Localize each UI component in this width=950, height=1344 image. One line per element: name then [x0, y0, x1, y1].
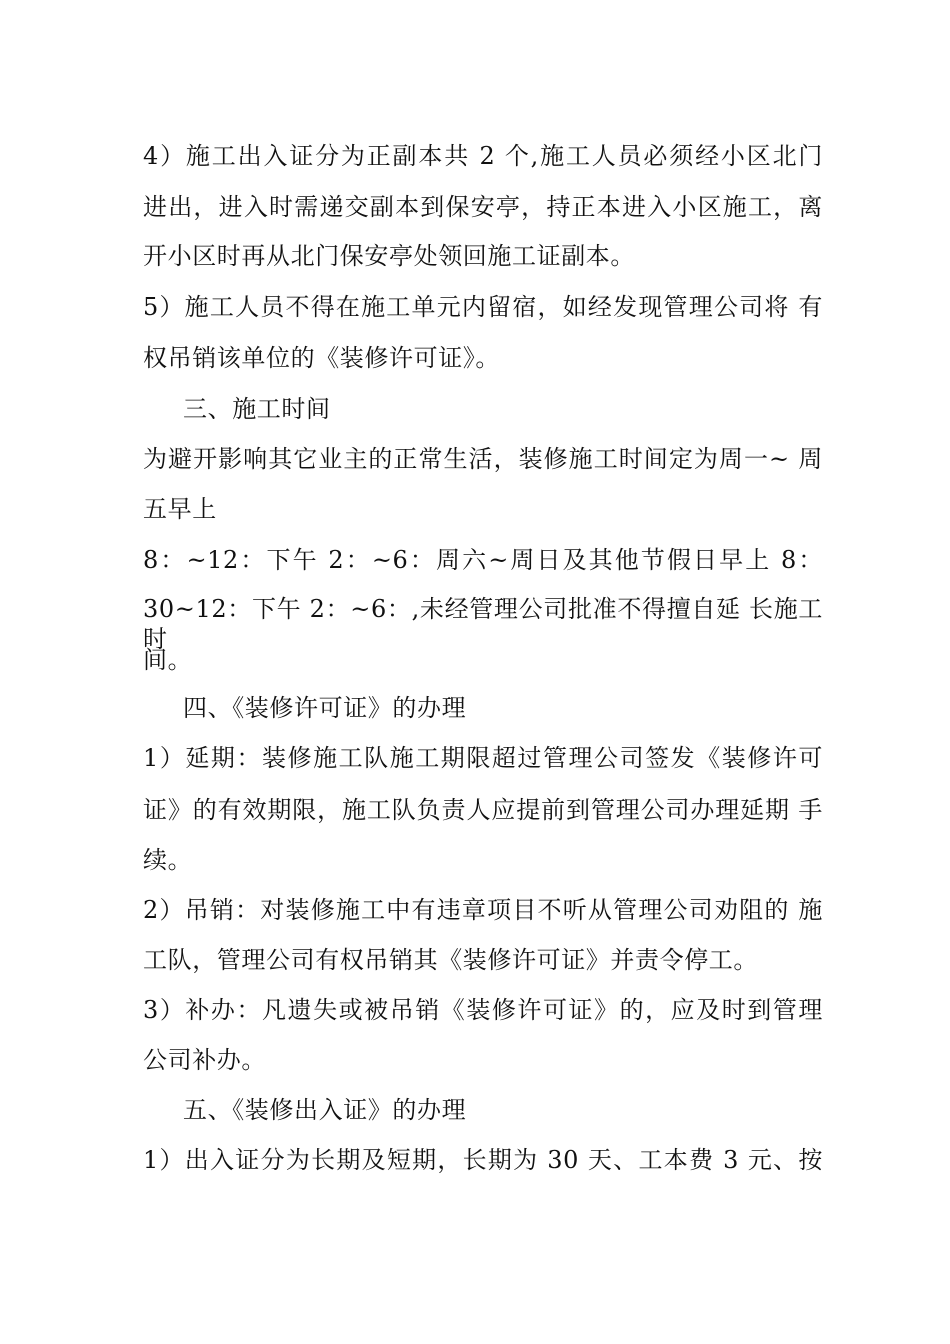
- paragraph-line: 五早上: [143, 495, 217, 523]
- section-heading: 五、《装修出入证》的办理: [183, 1096, 467, 1124]
- paragraph-line: 工队，管理公司有权吊销其《装修许可证》并责令停工。: [143, 946, 758, 974]
- paragraph-line: 8：~12：下午 2：~6：周六~周日及其他节假日早上 8：: [143, 546, 823, 574]
- paragraph-line: 1）出入证分为长期及短期，长期为 30 天、工本费 3 元、按: [143, 1146, 823, 1174]
- paragraph-line: 30~12：下午 2：~6：,未经管理公司批准不得擅自延 长施工时: [143, 595, 823, 653]
- paragraph-line: 权吊销该单位的《装修许可证》。: [143, 344, 500, 372]
- paragraph-line: 4）施工出入证分为正副本共 2 个,施工人员必须经小区北门: [143, 142, 823, 170]
- paragraph-line: 1）延期：装修施工队施工期限超过管理公司签发《装修许可: [143, 744, 823, 772]
- paragraph-line: 证》的有效期限，施工队负责人应提前到管理公司办理延期 手: [143, 796, 823, 824]
- paragraph-line: 3）补办：凡遗失或被吊销《装修许可证》的，应及时到管理: [143, 996, 823, 1024]
- paragraph-line: 为避开影响其它业主的正常生活，装修施工时间定为周一~ 周: [143, 445, 823, 473]
- paragraph-line: 续。: [143, 846, 193, 874]
- paragraph-line: 公司补办。: [143, 1046, 266, 1074]
- paragraph-line: 开小区时再从北门保安亭处领回施工证副本。: [143, 242, 635, 270]
- paragraph-line: 2）吊销：对装修施工中有违章项目不听从管理公司劝阻的 施: [143, 896, 823, 924]
- paragraph-line: 间。: [143, 646, 193, 674]
- paragraph-line: 进出，进入时需递交副本到保安亭，持正本进入小区施工，离: [143, 193, 823, 221]
- section-heading: 三、施工时间: [183, 395, 331, 423]
- paragraph-line: 5）施工人员不得在施工单元内留宿，如经发现管理公司将 有: [143, 293, 823, 321]
- section-heading: 四、《装修许可证》的办理: [183, 694, 467, 722]
